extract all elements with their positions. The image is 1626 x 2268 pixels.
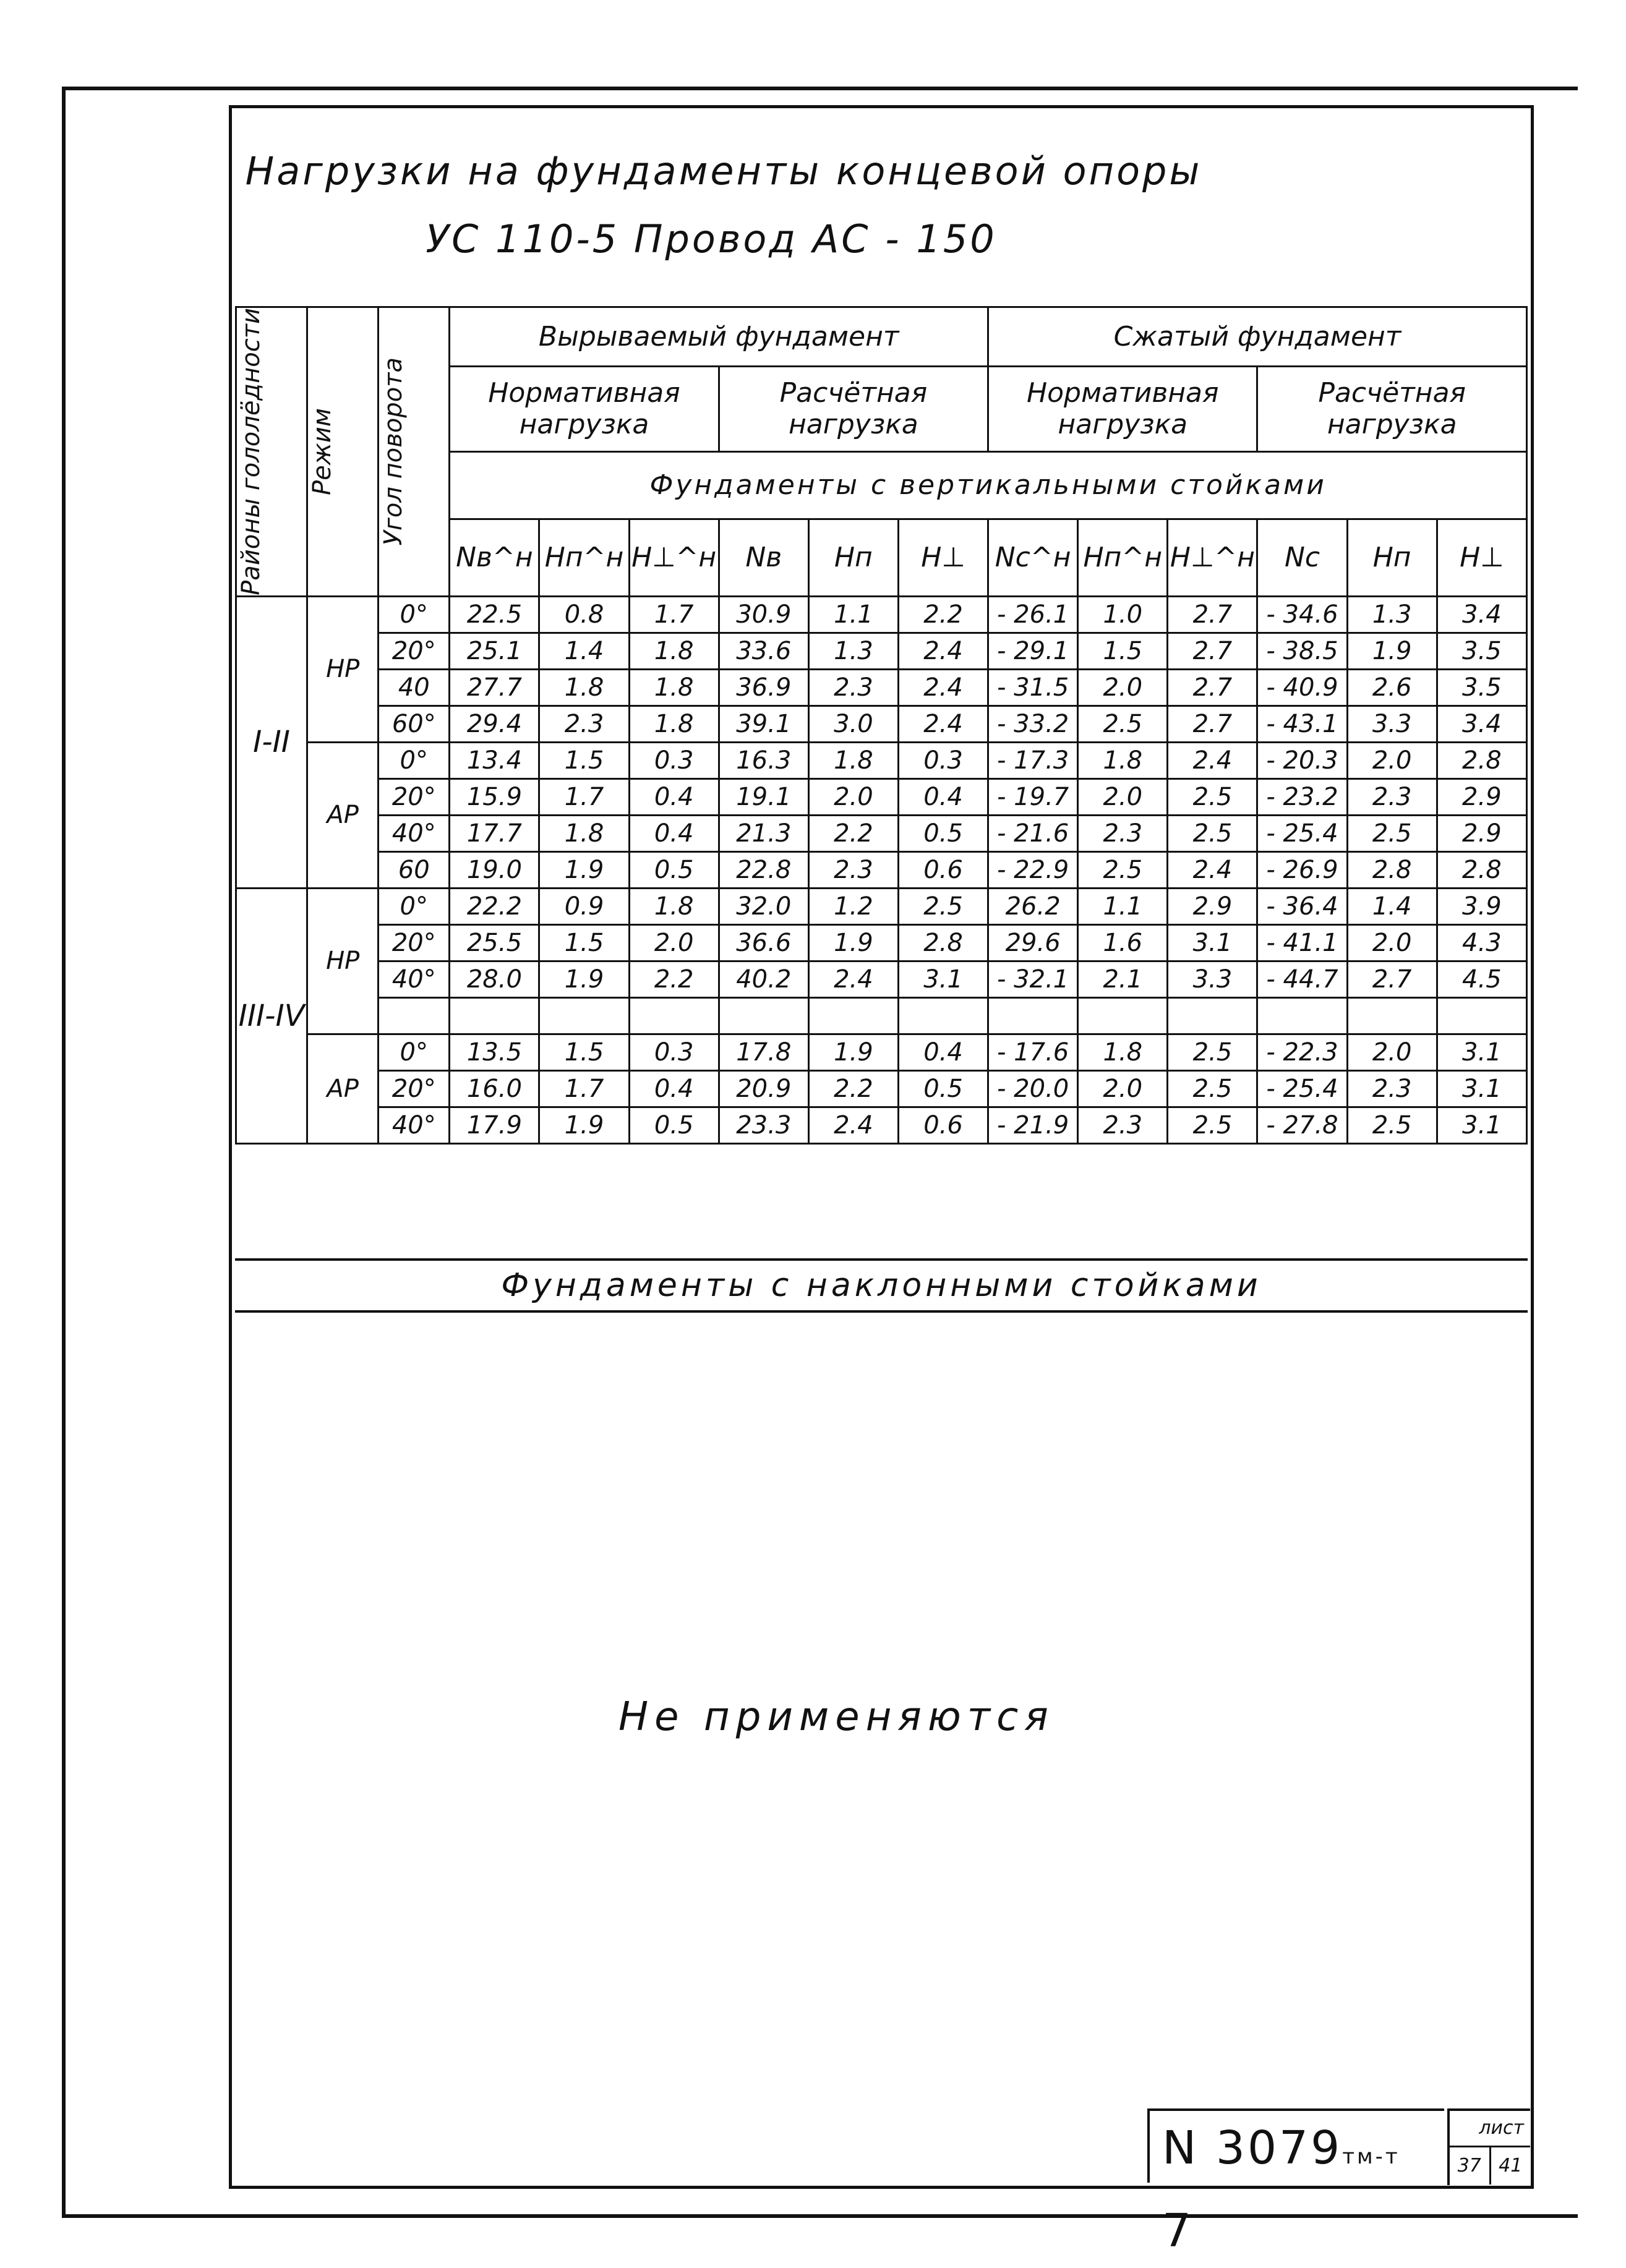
value-cell: 2.0 (1078, 669, 1168, 706)
column-header: H⊥ (898, 519, 988, 596)
stamp-page: 7 (1162, 2204, 1194, 2257)
value-cell: 1.3 (1347, 596, 1437, 633)
value-cell: 2.3 (1078, 815, 1168, 851)
value-cell: 0.5 (898, 815, 988, 851)
value-cell: 0.3 (898, 742, 988, 778)
header-compression-design: Расчётная нагрузка (1257, 366, 1527, 451)
angle-cell: 60° (379, 706, 450, 742)
angle-cell: 40° (379, 961, 450, 997)
table-row (236, 1107, 1527, 1143)
value-cell: 2.5 (1168, 778, 1257, 815)
value-cell: 36.9 (719, 669, 808, 706)
sheet-label: лист (1450, 2111, 1530, 2147)
table-row (236, 596, 1527, 633)
value-cell: 2.7 (1168, 706, 1257, 742)
value-cell: 2.4 (1168, 742, 1257, 778)
value-cell (808, 997, 898, 1034)
value-cell: 0.6 (898, 1107, 988, 1143)
value-cell: 1.5 (1078, 633, 1168, 669)
value-cell: 3.1 (1437, 1034, 1526, 1070)
value-cell: 2.5 (1168, 1107, 1257, 1143)
value-cell: 2.9 (1437, 815, 1526, 851)
value-cell: - 21.6 (988, 815, 1078, 851)
value-cell: 25.1 (450, 633, 539, 669)
column-header: Hп^н (539, 519, 629, 596)
value-cell: 2.9 (1168, 888, 1257, 924)
column-header: Nв^н (450, 519, 539, 596)
value-cell: 13.5 (450, 1034, 539, 1070)
value-cell: - 36.4 (1257, 888, 1347, 924)
angle-cell: 0° (379, 888, 450, 924)
sheet-number-box (1447, 2108, 1530, 2185)
value-cell: 0.5 (898, 1070, 988, 1107)
column-header: Nс^н (988, 519, 1078, 596)
value-cell (1437, 997, 1526, 1034)
mode-cell: НР (307, 888, 379, 1034)
value-cell: 16.3 (719, 742, 808, 778)
value-cell: 0.5 (629, 1107, 719, 1143)
header-tension-design: Расчётная нагрузка (719, 366, 988, 451)
loads-table (235, 306, 1528, 1145)
table-row (236, 706, 1527, 742)
value-cell: 2.3 (808, 851, 898, 888)
value-cell: 3.1 (1437, 1107, 1526, 1143)
value-cell (450, 997, 539, 1034)
header-vertical-stands: Фундаменты с вертикальными стойками (450, 451, 1527, 519)
column-header: Hп (808, 519, 898, 596)
value-cell: - 21.9 (988, 1107, 1078, 1143)
value-cell: 2.7 (1168, 596, 1257, 633)
value-cell: 0.4 (629, 815, 719, 851)
value-cell: 0.6 (898, 851, 988, 888)
value-cell: 28.0 (450, 961, 539, 997)
column-header: Hп^н (1078, 519, 1168, 596)
value-cell: 4.3 (1437, 924, 1526, 961)
value-cell: 29.4 (450, 706, 539, 742)
value-cell: 33.6 (719, 633, 808, 669)
value-cell: 0.3 (629, 742, 719, 778)
value-cell: 1.8 (629, 633, 719, 669)
value-cell: 1.9 (808, 1034, 898, 1070)
value-cell: 3.0 (808, 706, 898, 742)
table-row (236, 888, 1527, 924)
value-cell (898, 997, 988, 1034)
value-cell: 2.4 (1168, 851, 1257, 888)
value-cell (1078, 997, 1168, 1034)
value-cell: - 40.9 (1257, 669, 1347, 706)
value-cell: 1.8 (539, 815, 629, 851)
value-cell: 17.7 (450, 815, 539, 851)
value-cell: 0.8 (539, 596, 629, 633)
value-cell: 1.5 (539, 1034, 629, 1070)
stamp-suffix: тм-т (1342, 2144, 1400, 2169)
value-cell: 3.1 (1437, 1070, 1526, 1107)
value-cell: 13.4 (450, 742, 539, 778)
value-cell (1347, 997, 1437, 1034)
inclined-stands-label: Фундаменты с наклонными стойками (235, 1258, 1528, 1313)
angle-cell: 60 (379, 851, 450, 888)
value-cell: 1.8 (539, 669, 629, 706)
value-cell: 0.4 (898, 778, 988, 815)
angle-cell: 0° (379, 1034, 450, 1070)
table-row (236, 742, 1527, 778)
value-cell: 2.8 (1437, 742, 1526, 778)
document-stamp (1147, 2108, 1444, 2257)
value-cell (1257, 997, 1347, 1034)
header-tension-normative: Нормативная нагрузка (450, 366, 719, 451)
value-cell: 2.2 (629, 961, 719, 997)
header-compression: Сжатый фундамент (988, 307, 1527, 367)
mode-cell: АР (307, 1034, 379, 1143)
angle-cell: 20° (379, 924, 450, 961)
value-cell: - 25.4 (1257, 815, 1347, 851)
value-cell: 1.9 (808, 924, 898, 961)
value-cell: 15.9 (450, 778, 539, 815)
table-row (236, 633, 1527, 669)
mode-cell: НР (307, 596, 379, 742)
value-cell: 2.0 (1078, 1070, 1168, 1107)
column-header: Nс (1257, 519, 1347, 596)
value-cell: 19.1 (719, 778, 808, 815)
value-cell: - 38.5 (1257, 633, 1347, 669)
region-cell: III-IV (236, 888, 307, 1143)
value-cell: - 20.0 (988, 1070, 1078, 1107)
value-cell: 3.3 (1347, 706, 1437, 742)
value-cell: 2.0 (1078, 778, 1168, 815)
value-cell: 2.4 (808, 961, 898, 997)
value-cell: - 22.9 (988, 851, 1078, 888)
angle-cell: 0° (379, 596, 450, 633)
value-cell: 2.4 (898, 633, 988, 669)
column-header: Hп (1347, 519, 1437, 596)
value-cell: 1.9 (539, 851, 629, 888)
value-cell: 21.3 (719, 815, 808, 851)
value-cell: 3.9 (1437, 888, 1526, 924)
table-row (236, 669, 1527, 706)
value-cell: 25.5 (450, 924, 539, 961)
value-cell: 2.8 (898, 924, 988, 961)
value-cell: 2.2 (898, 596, 988, 633)
value-cell: 1.8 (808, 742, 898, 778)
value-cell: 2.5 (1168, 1034, 1257, 1070)
column-header: H⊥^н (1168, 519, 1257, 596)
value-cell: - 41.1 (1257, 924, 1347, 961)
table-row (236, 851, 1527, 888)
value-cell: 22.2 (450, 888, 539, 924)
table-row (236, 961, 1527, 997)
value-cell: - 19.7 (988, 778, 1078, 815)
value-cell (719, 997, 808, 1034)
value-cell: 2.3 (539, 706, 629, 742)
value-cell: 22.5 (450, 596, 539, 633)
value-cell: 2.5 (1078, 706, 1168, 742)
value-cell: 1.2 (808, 888, 898, 924)
value-cell (988, 997, 1078, 1034)
value-cell: 2.8 (1437, 851, 1526, 888)
value-cell: 19.0 (450, 851, 539, 888)
value-cell: 23.3 (719, 1107, 808, 1143)
value-cell: 1.8 (629, 669, 719, 706)
sheet-total: 41 (1499, 2155, 1523, 2176)
value-cell: 2.0 (1347, 924, 1437, 961)
value-cell: 1.7 (539, 778, 629, 815)
value-cell: 1.8 (629, 888, 719, 924)
value-cell: 36.6 (719, 924, 808, 961)
value-cell: - 44.7 (1257, 961, 1347, 997)
angle-cell: 20° (379, 778, 450, 815)
value-cell: - 27.8 (1257, 1107, 1347, 1143)
angle-cell: 40° (379, 1107, 450, 1143)
value-cell: 2.3 (1347, 1070, 1437, 1107)
value-cell: 2.3 (1078, 1107, 1168, 1143)
value-cell: 2.2 (808, 1070, 898, 1107)
value-cell: 3.5 (1437, 669, 1526, 706)
value-cell: 30.9 (719, 596, 808, 633)
value-cell: 2.5 (1168, 815, 1257, 851)
value-cell: 2.1 (1078, 961, 1168, 997)
value-cell: - 31.5 (988, 669, 1078, 706)
value-cell: 29.6 (988, 924, 1078, 961)
angle-cell: 20° (379, 1070, 450, 1107)
angle-cell: 40° (379, 815, 450, 851)
value-cell: 2.6 (1347, 669, 1437, 706)
value-cell: 17.8 (719, 1034, 808, 1070)
value-cell: 3.3 (1168, 961, 1257, 997)
value-cell: 2.3 (1347, 778, 1437, 815)
value-cell (539, 997, 629, 1034)
sheet-num: 37 (1450, 2147, 1491, 2185)
value-cell: 2.4 (898, 669, 988, 706)
value-cell: 1.1 (808, 596, 898, 633)
value-cell: 2.0 (808, 778, 898, 815)
value-cell: 22.8 (719, 851, 808, 888)
value-cell: 1.3 (808, 633, 898, 669)
value-cell: - 17.3 (988, 742, 1078, 778)
value-cell: 3.5 (1437, 633, 1526, 669)
value-cell: 1.9 (1347, 633, 1437, 669)
column-header: H⊥^н (629, 519, 719, 596)
value-cell: 40.2 (719, 961, 808, 997)
value-cell: 3.4 (1437, 706, 1526, 742)
document-subtitle: УС 110-5 Провод АС - 150 (426, 216, 997, 262)
table-row (236, 924, 1527, 961)
value-cell: 2.5 (1347, 1107, 1437, 1143)
value-cell: 2.5 (898, 888, 988, 924)
value-cell: 1.5 (539, 742, 629, 778)
value-cell: 4.5 (1437, 961, 1526, 997)
value-cell: 39.1 (719, 706, 808, 742)
value-cell (629, 997, 719, 1034)
value-cell: 2.7 (1347, 961, 1437, 997)
value-cell: 1.1 (1078, 888, 1168, 924)
value-cell: 1.6 (1078, 924, 1168, 961)
value-cell: 2.0 (1347, 742, 1437, 778)
stamp-number: N 3079 (1162, 2121, 1343, 2175)
value-cell: 0.9 (539, 888, 629, 924)
value-cell: 1.0 (1078, 596, 1168, 633)
column-header: Nв (719, 519, 808, 596)
document-title: Нагрузки на фундаменты концевой опоры (245, 148, 1202, 194)
value-cell: 0.5 (629, 851, 719, 888)
value-cell: 2.0 (629, 924, 719, 961)
value-cell: - 33.2 (988, 706, 1078, 742)
value-cell: 3.1 (1168, 924, 1257, 961)
value-cell: 20.9 (719, 1070, 808, 1107)
angle-cell: 0° (379, 742, 450, 778)
value-cell: 2.9 (1437, 778, 1526, 815)
value-cell: 1.8 (1078, 1034, 1168, 1070)
value-cell: 26.2 (988, 888, 1078, 924)
value-cell: 1.8 (629, 706, 719, 742)
value-cell: 0.4 (629, 1070, 719, 1107)
value-cell: 2.2 (808, 815, 898, 851)
header-mode: Режим (307, 307, 379, 597)
value-cell: - 34.6 (1257, 596, 1347, 633)
value-cell: - 20.3 (1257, 742, 1347, 778)
value-cell: 0.3 (629, 1034, 719, 1070)
region-cell: I-II (236, 596, 307, 888)
value-cell: 1.4 (1347, 888, 1437, 924)
value-cell: - 32.1 (988, 961, 1078, 997)
value-cell: 2.4 (898, 706, 988, 742)
value-cell: 27.7 (450, 669, 539, 706)
value-cell: - 43.1 (1257, 706, 1347, 742)
value-cell: 2.5 (1078, 851, 1168, 888)
table-row (236, 997, 1527, 1034)
header-tension: Вырываемый фундамент (450, 307, 988, 367)
value-cell: 2.4 (808, 1107, 898, 1143)
value-cell: - 23.2 (1257, 778, 1347, 815)
value-cell: 17.9 (450, 1107, 539, 1143)
value-cell: 2.3 (808, 669, 898, 706)
value-cell: - 29.1 (988, 633, 1078, 669)
angle-cell: 40 (379, 669, 450, 706)
table-row (236, 815, 1527, 851)
value-cell: 3.4 (1437, 596, 1526, 633)
table-row (236, 778, 1527, 815)
angle-cell: 20° (379, 633, 450, 669)
value-cell: 2.0 (1347, 1034, 1437, 1070)
column-header: H⊥ (1437, 519, 1526, 596)
value-cell: - 25.4 (1257, 1070, 1347, 1107)
value-cell: 1.9 (539, 961, 629, 997)
value-cell: 1.8 (1078, 742, 1168, 778)
value-cell: 1.7 (629, 596, 719, 633)
value-cell: - 26.9 (1257, 851, 1347, 888)
table-row (236, 1070, 1527, 1107)
value-cell: 1.4 (539, 633, 629, 669)
value-cell (1168, 997, 1257, 1034)
value-cell: 32.0 (719, 888, 808, 924)
value-cell: 1.9 (539, 1107, 629, 1143)
value-cell: 2.5 (1347, 815, 1437, 851)
header-regions: Районы гололёдности (236, 307, 307, 597)
not-applicable-note: Не применяются (618, 1694, 1055, 1740)
value-cell: 2.8 (1347, 851, 1437, 888)
value-cell: 0.4 (629, 778, 719, 815)
value-cell: 16.0 (450, 1070, 539, 1107)
mode-cell: АР (307, 742, 379, 888)
value-cell: - 22.3 (1257, 1034, 1347, 1070)
table-row (236, 1034, 1527, 1070)
header-compression-normative: Нормативная нагрузка (988, 366, 1257, 451)
value-cell: 1.7 (539, 1070, 629, 1107)
value-cell: 2.7 (1168, 669, 1257, 706)
value-cell: 0.4 (898, 1034, 988, 1070)
value-cell: 1.5 (539, 924, 629, 961)
value-cell: 2.5 (1168, 1070, 1257, 1107)
value-cell: - 17.6 (988, 1034, 1078, 1070)
value-cell: 2.7 (1168, 633, 1257, 669)
value-cell: - 26.1 (988, 596, 1078, 633)
angle-cell (379, 997, 450, 1034)
header-angle: Угол поворота (379, 307, 450, 597)
value-cell: 3.1 (898, 961, 988, 997)
